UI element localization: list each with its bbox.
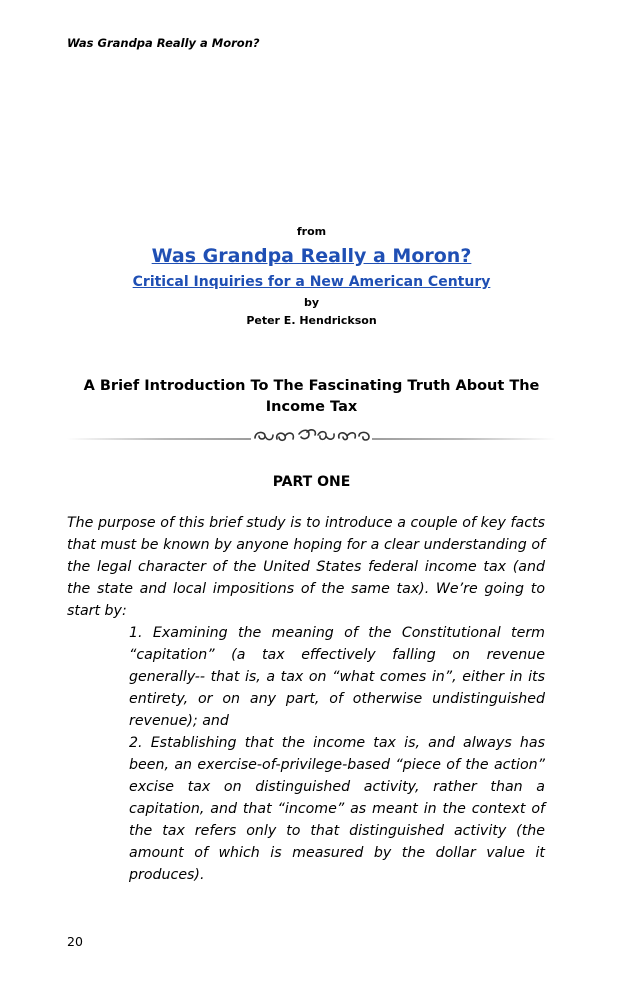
body-text — [67, 512, 545, 886]
page-number: 20 — [67, 934, 83, 949]
essay-title — [67, 376, 556, 418]
list-item-1: 1. Examining the meaning of the Constitutional term “capitation” (a tax effectively falling on revenue generally-- that is, a tax on “what comes in”, either in its entirety, or on any part, of otherwise undistinguished revenue); and — [129, 625, 545, 729]
from-label: from — [296, 225, 327, 238]
intro-paragraph: The purpose of this brief study is to introduce a couple of key facts that must be known by anyone hoping for a clear understanding of the legal character of the United States federal income tax (and the state and local impositions of the same tax). We’re going to start by: — [67, 515, 545, 619]
author-name: Peter E. Hendrickson — [246, 314, 377, 327]
by-label: by — [303, 296, 320, 309]
running-header: Was Grandpa Really a Moron? — [67, 36, 260, 50]
book-subtitle-link[interactable]: Critical Inquiries for a New American Century — [132, 274, 491, 290]
title-block — [67, 225, 556, 328]
fleuron-icon — [249, 425, 374, 445]
essay-title-line-2: Income Tax — [265, 399, 358, 415]
list-item-2: 2. Establishing that the income tax is, and always has been, an exercise-of-privilege-based “piece of the action” excise tax on distinguished activity, rather than a capitation, and that “income” as meant in the context of the tax refers only to that distinguished activity (the amount of which is measured by the dollar value it produces). — [129, 735, 545, 883]
essay-title-line-1: A Brief Introduction To The Fascinating Truth About The — [83, 378, 540, 394]
book-title-link[interactable]: Was Grandpa Really a Moron? — [151, 245, 472, 267]
part-heading: PART ONE — [272, 474, 351, 490]
ornamental-divider — [67, 424, 556, 446]
